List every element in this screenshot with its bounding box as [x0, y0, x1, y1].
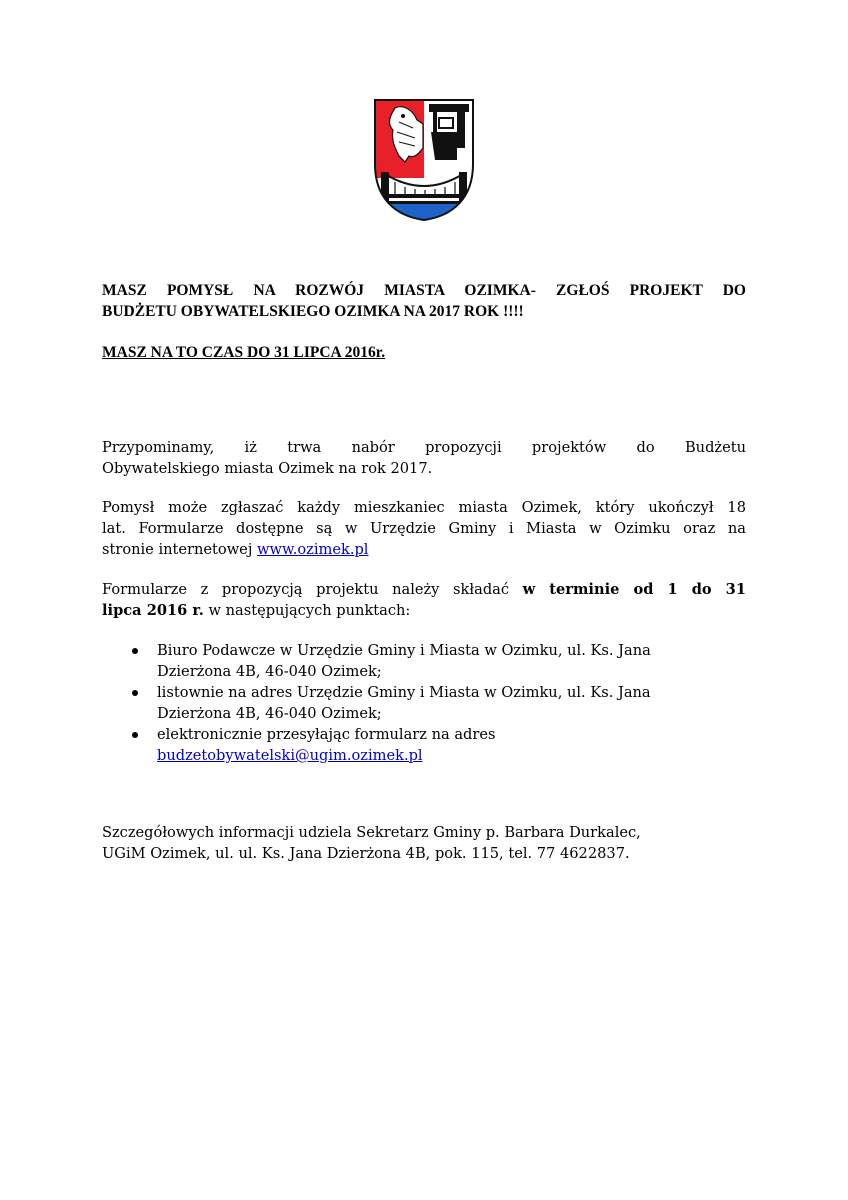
list-item [102, 682, 746, 724]
deadline-heading: MASZ NA TO CZAS DO 31 LIPCA 2016r. [102, 344, 386, 361]
heading-line-1: MASZ POMYSŁ NA ROZWÓJ MIASTA OZIMKA- ZGŁOŚ PROJEKT DO [102, 282, 746, 299]
eligibility-line-3-text: stronie internetowej [102, 541, 257, 558]
intro-line-1: Przypominamy, iż trwa nabór propozycji projektów do Budżetu [102, 439, 746, 456]
intro-paragraph [102, 437, 746, 479]
list-item-line-2: Dzierżona 4B, 46-040 Ozimek; [157, 705, 382, 722]
list-item-line-1: elektronicznie przesyłając formularz na adres [157, 726, 496, 743]
bullet-icon [132, 690, 138, 696]
email-link[interactable]: budzetobywatelski@ugim.ozimek.pl [157, 747, 423, 764]
submission-paragraph [102, 579, 746, 621]
list-item-line-2: Dzierżona 4B, 46-040 Ozimek; [157, 663, 382, 680]
submission-line-1-text: Formularze z propozycją projektu należy składać [102, 581, 523, 598]
coat-of-arms-icon [373, 98, 475, 222]
list-item-line-1: Biuro Podawcze w Urzędzie Gminy i Miasta w Ozimku, ul. Ks. Jana [157, 642, 651, 659]
eligibility-line-1: Pomysł może zgłaszać każdy mieszkaniec miasta Ozimek, który ukończył 18 [102, 499, 746, 516]
list-item [102, 724, 746, 766]
submission-line-1 [102, 579, 746, 600]
intro-line-2: Obywatelskiego miasta Ozimek na rok 2017. [102, 460, 433, 477]
eligibility-line-3 [102, 539, 746, 560]
list-item [102, 640, 746, 682]
list-item-line-1: listownie na adres Urzędzie Gminy i Miasta w Ozimku, ul. Ks. Jana [157, 684, 651, 701]
submission-line-2 [102, 600, 746, 621]
eligibility-paragraph [102, 497, 746, 560]
contact-line-2: UGiM Ozimek, ul. ul. Ks. Jana Dzierżona 4B, pok. 115, tel. 77 4622837. [102, 845, 630, 862]
submission-term-bold: w terminie od 1 do 31 [522, 581, 746, 598]
contact-paragraph [102, 822, 746, 864]
submission-points-list [102, 640, 746, 766]
eligibility-line-2: lat. Formularze dostępne są w Urzędzie Gminy i Miasta w Ozimku oraz na [102, 520, 746, 537]
bullet-icon [132, 732, 138, 738]
submission-line-2-text: w następujących punktach: [203, 602, 411, 619]
bullet-icon [132, 648, 138, 654]
submission-date-bold: lipca 2016 r. [102, 602, 204, 619]
website-link[interactable]: www.ozimek.pl [256, 541, 369, 558]
heading-line-2: BUDŻETU OBYWATELSKIEGO OZIMKA NA 2017 ROK !!!! [102, 303, 524, 320]
contact-line-1: Szczegółowych informacji udziela Sekretarz Gminy p. Barbara Durkalec, [102, 824, 641, 841]
